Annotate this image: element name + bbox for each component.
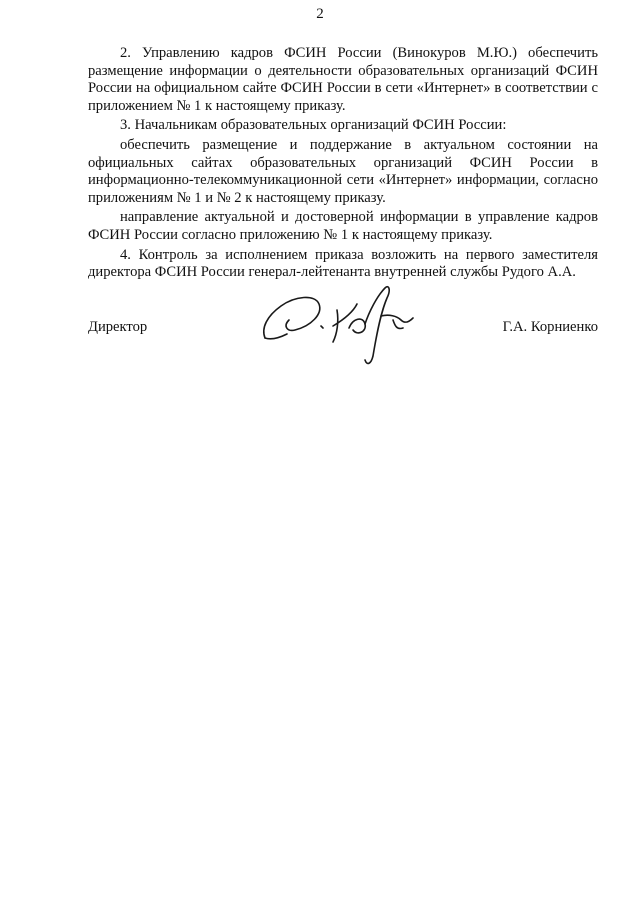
signature-block xyxy=(88,276,598,376)
page-number: 2 xyxy=(316,6,324,22)
paragraph-item-3: 3. Начальникам образовательных организаций ФСИН России: xyxy=(120,117,507,134)
paragraph-item-3-sub-1: обеспечить размещение и поддержание в актуальном состоянии на официальных сайтах образовательных организаций ФСИН России в информационно-телекоммуникационной сети «Интернет» информации, согласно приложениям № 1 и № 2 к настоящему приказу. xyxy=(88,136,598,206)
signatory-name: Г.А. Корниенко xyxy=(502,319,598,335)
paragraph-item-2: 2. Управлению кадров ФСИН России (Винокуров М.Ю.) обеспечить размещение информации о деятельности образовательных организаций ФСИН России на официальном сайте ФСИН России в сети «Интернет» в соответствии с приложением № 1 к настоящему приказу. xyxy=(88,45,598,114)
document-body xyxy=(88,45,598,284)
signatory-title: Директор xyxy=(88,319,148,335)
paragraph-item-3-sub-2: направление актуальной и достоверной информации в управление кадров ФСИН России согласно приложению № 1 к настоящему приказу. xyxy=(88,209,598,243)
handwritten-signature xyxy=(253,276,423,371)
paragraph-item-4: 4. Контроль за исполнением приказа возложить на первого заместителя директора ФСИН России генерал-лейтенанта внутренней службы Рудого А.А. xyxy=(88,246,598,281)
